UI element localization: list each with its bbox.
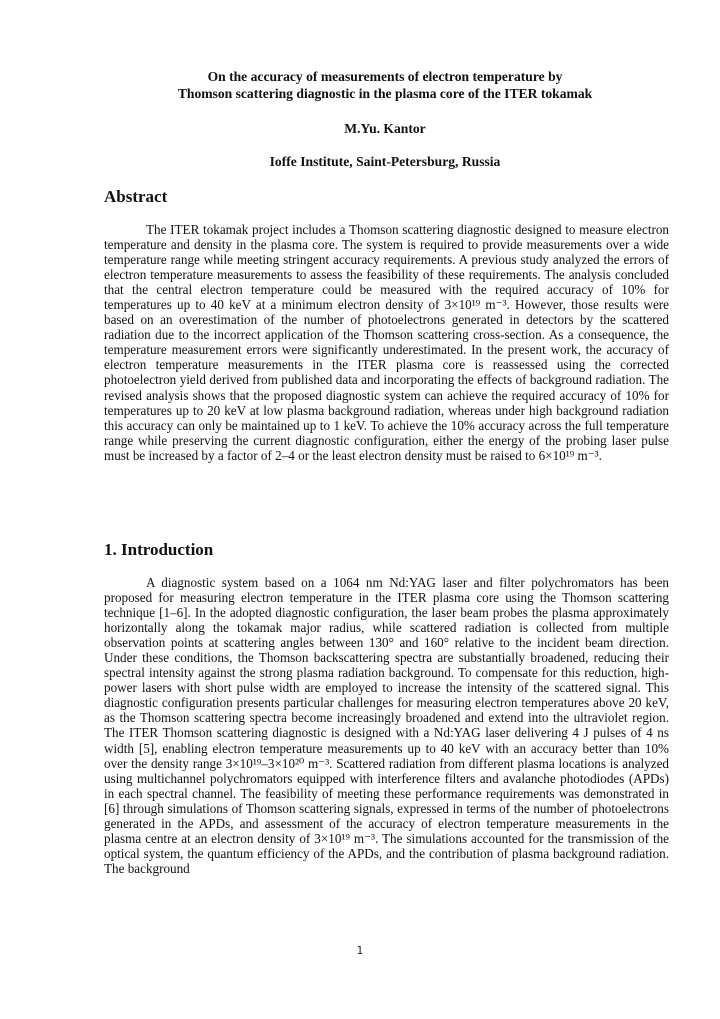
paper-title: [100, 68, 670, 102]
author-affiliation: Ioffe Institute, Saint-Petersburg, Russia: [269, 154, 501, 169]
abstract-paragraph: The ITER tokamak project includes a Thomson scattering diagnostic designed to measure electron temperature and density in the plasma core. The system is required to provide measurements over a wide temperature range while meeting stringent accuracy requirements. A previous study analyzed the errors of electron temperature measurements to assess the feasibility of these requirements. The analysis concluded that the central electron temperature could be measured with the required accuracy of 10% for temperatures up to 40 keV at a minimum electron density of 3×10¹⁹ m⁻³. However, those results were based on an overestimation of the number of photoelectrons generated in detectors by the scattered radiation due to the incorrect application of the Thomson scattering cross-section. As a consequence, the temperature measurement errors were significantly underestimated. In the present work, the accuracy of electron temperature measurements in the ITER plasma core is reassessed using the corrected photoelectron yield derived from published data and incorporating the effects of background radiation. The revised analysis shows that the proposed diagnostic system can achieve the required accuracy of 10% for temperatures up to 20 keV at low plasma background radiation, whereas under high background radiation this accuracy can only be maintained up to 1 keV. To achieve the 10% accuracy across the full temperature range while preserving the current diagnostic configuration, either the energy of the probing laser pulse must be increased by a factor of 2–4 or the least electron density must be raised to 6×10¹⁹ m⁻³.: [104, 222, 669, 463]
author-name: M.Yu. Kantor: [344, 121, 426, 136]
introduction-paragraph: A diagnostic system based on a 1064 nm Nd:YAG laser and filter polychromators has been proposed for measuring electron temperature in the ITER plasma core using the Thomson scattering technique [1–6]. In the adopted diagnostic configuration, the laser beam probes the plasma approximately horizontally along the tokamak major radius, while scattered radiation is collected from multiple observation points at scattering angles between 130° and 160° relative to the incident beam direction. Under these conditions, the Thomson backscattering spectra are substantially broadened, reducing their spectral intensity against the strong plasma radiation background. To compensate for this reduction, high-power lasers with short pulse width are employed to increase the intensity of the scattered signal. This diagnostic configuration presents particular challenges for measuring electron temperatures above 20 keV, as the Thomson scattering spectra become increasingly broadened and extend into the ultraviolet region. The ITER Thomson scattering diagnostic is designed with a Nd:YAG laser delivering 4 J pulses of 4 ns width [5], enabling electron temperature measurements up to 40 keV with an accuracy better than 10% over the density range 3×10¹⁹–3×10²⁰ m⁻³. Scattered radiation from different plasma locations is analyzed using multichannel polychromators equipped with interference filters and avalanche photodiodes (APDs) in each spectral channel. The feasibility of meeting these performance requirements was demonstrated in [6] through simulations of Thomson scattering signals, expressed in terms of the number of photoelectrons generated in the APDs, and assessment of the accuracy of electron temperature measurements in the plasma centre at an electron density of 3×10¹⁹ m⁻³. The simulations accounted for the transmission of the optical system, the quantum efficiency of the APDs, and the contribution of plasma background radiation. The background: [104, 575, 669, 876]
introduction-heading: 1. Introduction: [104, 540, 214, 559]
page-number: 1: [356, 945, 364, 957]
title-line-1: On the accuracy of measurements of electron temperature by: [207, 69, 563, 84]
abstract-heading: Abstract: [104, 187, 168, 206]
title-line-2: Thomson scattering diagnostic in the plasma core of the ITER tokamak: [177, 86, 593, 101]
